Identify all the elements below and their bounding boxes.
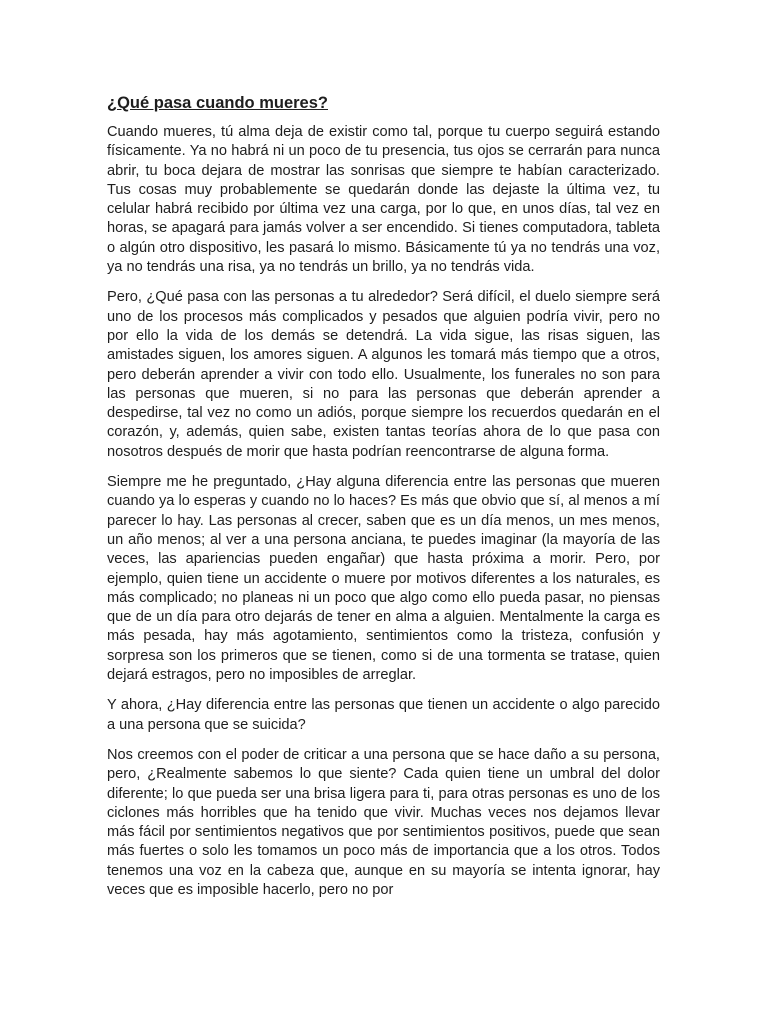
paragraph-1: Cuando mueres, tú alma deja de existir como tal, porque tu cuerpo seguirá estando físicamente. Ya no habrá ni un poco de tu presencia, tus ojos se cerrarán para nunca abrir, tu boca dejara de mostrar las sonrisas que siempre te habían caracterizado. Tus cosas muy probablemente se quedarán donde las dejaste la última vez, tu celular habrá recibido por última vez una carga, por lo que, en unos días, tal vez en horas, se apagará para jamás volver a ser encendido. Si tienes computadora, tableta o algún otro dispositivo, les pasará lo mismo. Básicamente tú ya no tendrás una voz, ya no tendrás una risa, ya no tendrás un brillo, ya no tendrás vida. — [107, 124, 660, 276]
paragraph-3: Siempre me he preguntado, ¿Hay alguna diferencia entre las personas que mueren cuando ya lo esperas y cuando no lo haces? Es más que obvio que sí, al menos a mí parecer lo hay. Las personas al crecer, saben que es un día menos, un mes menos, un año menos; al ver a una persona anciana, te puedes imaginar (la mayoría de las veces, las apariencias pueden engañar) que hasta próxima a morir. Pero, por ejemplo, quien tiene un accidente o muere por motivos diferentes a los naturales, es más complicado; no planeas ni un poco que algo como ello pueda pasar, no piensas que de un día para otro dejarás de tener en alma a alguien. Mentalmente la carga es más pesada, hay más agotamiento, sentimientos como la tristeza, confusión y sorpresa son los primeros que se tienen, como si de una tormenta se tratase, quien dejará estragos, pero no imposibles de arreglar. — [107, 474, 660, 684]
document-title: ¿Qué pasa cuando mueres? — [107, 94, 328, 112]
paragraph-4: Y ahora, ¿Hay diferencia entre las personas que tienen un accidente o algo parecido a una persona que se suicida? — [107, 697, 660, 733]
paragraph-2: Pero, ¿Qué pasa con las personas a tu alrededor? Será difícil, el duelo siempre será uno de los procesos más complicados y pesados que alguien podría vivir, pero no por ello la vida de los demás se detendrá. La vida sigue, las risas siguen, las amistades siguen, los amores siguen. A algunos les tomará más tiempo que a otros, pero deberán aprender a vivir con todo ello. Usualmente, los funerales no son para las personas que mueren, si no para las personas que deberán aprender a despedirse, tal vez no como un adiós, porque siempre los recuerdos quedarán en el corazón, y, además, quien sabe, existen tantas teorías ahora de lo que pasa con nosotros después de morir que hasta podrían reencontrarse de alguna forma. — [107, 289, 660, 460]
paragraph-5: Nos creemos con el poder de criticar a una persona que se hace daño a su persona, pero, ¿Realmente sabemos lo que siente? Cada quien tiene un umbral del dolor diferente; lo que pueda ser una brisa ligera para ti, para otras personas es uno de los ciclones más horribles que ha tenido que vivir. Muchas veces nos dejamos llevar más fácil por sentimientos negativos que por sentimientos positivos, puede que sean más fuertes o solo les tomamos un poco más de importancia que a los otros. Todos tenemos una voz en la cabeza que, aunque en su mayoría se intenta ignorar, hay veces que es imposible hacerlo, pero no por — [107, 746, 660, 898]
document-page — [107, 92, 660, 911]
